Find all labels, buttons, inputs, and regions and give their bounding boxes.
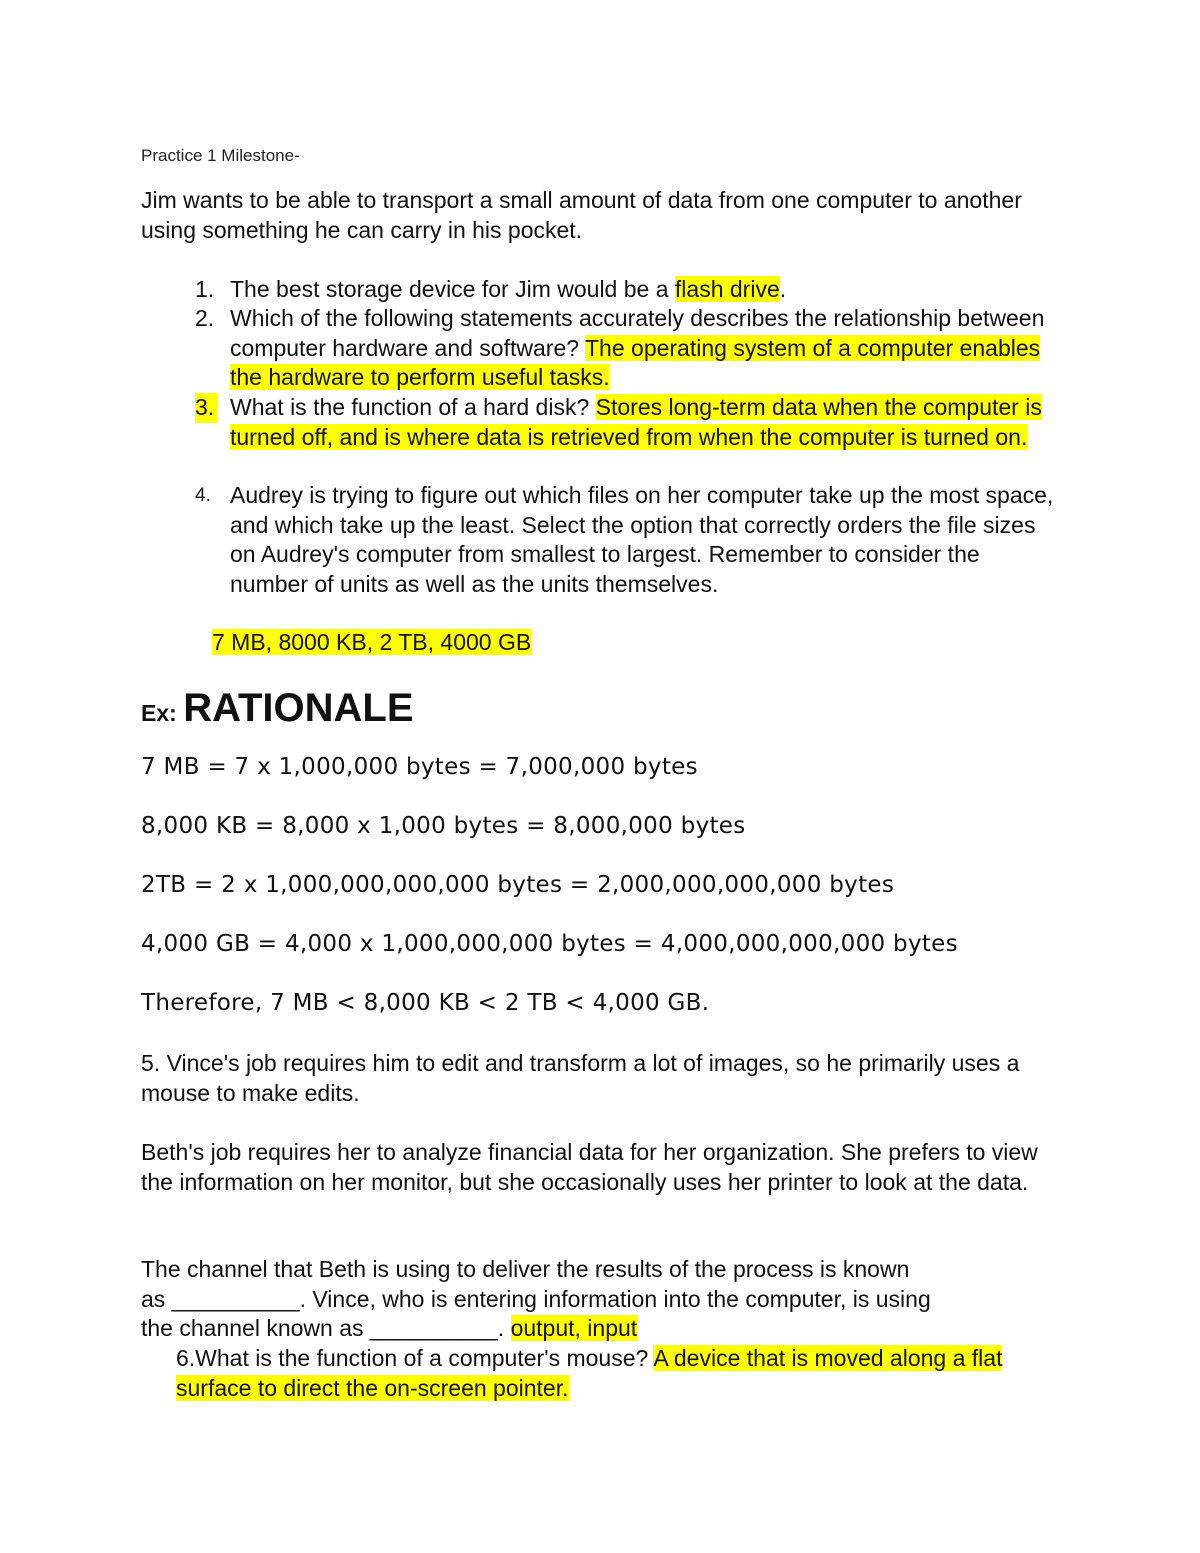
answer-highlight: Stores long-term data when the computer is turned off, and is where data is retrieved from when the computer is turned on. [230, 394, 1042, 450]
answer-highlight: flash drive [674, 276, 780, 302]
q5-vince-paragraph: 5. Vince's job requires him to edit and transform a lot of images, so he primarily uses a mouse to make edits. [141, 1050, 1020, 1106]
list-number: 3. [195, 393, 217, 423]
rationale-line-4: 4,000 GB = 4,000 x 1,000,000,000 bytes = 4,000,000,000,000 bytes [141, 931, 958, 957]
rationale-title: RATIONALE [183, 686, 414, 730]
question-text: Which of the following statements accurately describes the relationship between computer hardware and software? [230, 305, 1045, 361]
question-text: What is the function of a hard disk? [230, 394, 596, 420]
question-punct: . [779, 276, 787, 302]
list-number: 1. [195, 276, 215, 302]
q5-beth-paragraph: Beth's job requires her to analyze financial data for her organization. She prefers to view the information on her monitor, but she occasionally uses her printer to look at the data. [141, 1139, 1038, 1195]
rationale-line-3: 2TB = 2 x 1,000,000,000,000 bytes = 2,000,000,000,000 bytes [141, 872, 895, 898]
rationale-line-2: 8,000 KB = 8,000 x 1,000 bytes = 8,000,000 bytes [141, 813, 746, 839]
rationale-prefix: Ex: [141, 700, 184, 726]
question-text: The best storage device for Jim would be a [230, 276, 675, 302]
answer-highlight: A device that is moved along a flat surface to direct the on-screen pointer. [176, 1345, 1003, 1401]
rationale-conclusion: Therefore, 7 MB < 8,000 KB < 2 TB < 4,000 GB. [141, 990, 710, 1016]
list-item-4 [195, 481, 1055, 599]
question-text: 6.What is the function of a computer's mouse? [176, 1345, 654, 1371]
answer-highlight: The operating system of a computer enables the hardware to perform useful tasks. [230, 334, 1041, 391]
list-item-1 [195, 275, 1055, 305]
list-item-3 [195, 393, 1055, 452]
answer-highlight: output, input [510, 1315, 638, 1342]
channel-line: the channel known as __________. [141, 1315, 511, 1342]
question-text: Audrey is trying to figure out which files on her computer take up the most space, and which take up the least. Select the option that correctly orders the file sizes on Audrey's computer from smallest to largest. Remember to consider the number of units as well as the units themselves. [230, 482, 1054, 597]
channel-line-with-answer [141, 1314, 1101, 1344]
q5-channel-paragraph [141, 1255, 1101, 1344]
q6-paragraph [176, 1344, 1066, 1403]
channel-line: as __________. Vince, who is entering information into the computer, is using [141, 1285, 931, 1312]
intro-paragraph: Jim wants to be able to transport a small amount of data from one computer to another using something he can carry in his pocket. [141, 187, 1022, 243]
answer-highlight: 7 MB, 8000 KB, 2 TB, 4000 GB [212, 629, 532, 655]
page-title: Practice 1 Milestone- [141, 146, 300, 165]
channel-line: The channel that Beth is using to deliver the results of the process is known [141, 1256, 910, 1282]
rationale-heading [141, 686, 414, 731]
rationale-line-1: 7 MB = 7 x 1,000,000 bytes = 7,000,000 bytes [141, 754, 698, 780]
list-number: 2. [195, 305, 215, 331]
answer-4 [212, 628, 531, 658]
list-number: 4. [195, 485, 211, 506]
list-item-2 [195, 304, 1055, 393]
